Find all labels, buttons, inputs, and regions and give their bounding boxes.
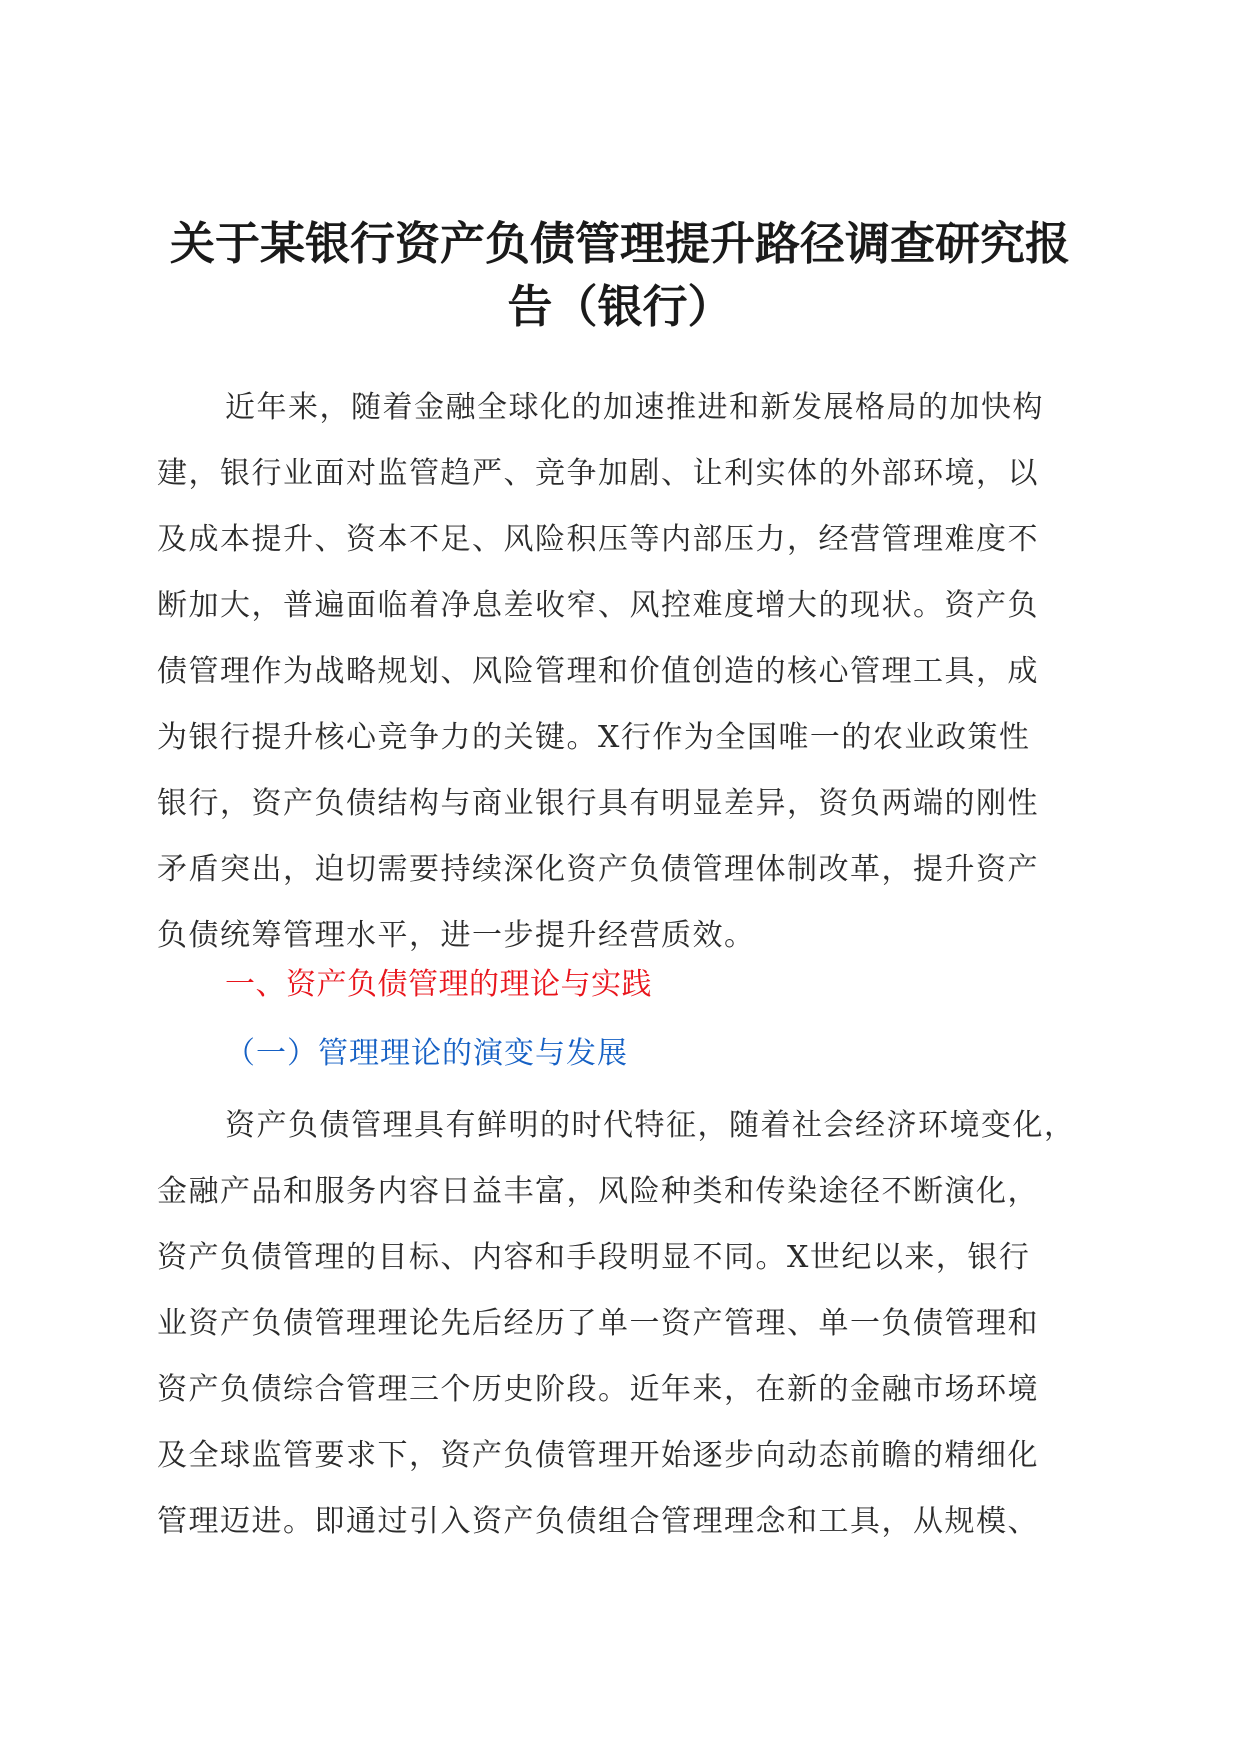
paragraph-line: 资产负债管理的目标、内容和手段明显不同。X世纪以来，银行 (157, 1240, 1031, 1275)
paragraph-line: 为银行提升核心竞争力的关键。X行作为全国唯一的农业政策性 (157, 720, 1031, 755)
paragraph-line: 断加大，普遍面临着净息差收窄、风控难度增大的现状。资产负 (157, 588, 1039, 623)
section-paragraph (157, 1093, 1097, 1555)
paragraph-line: 管理迈进。即通过引入资产负债组合管理理念和工具，从规模、 (157, 1504, 1039, 1539)
paragraph-line: 金融产品和服务内容日益丰富，风险种类和传染途径不断演化， (157, 1174, 1039, 1209)
document-title (150, 212, 1090, 338)
paragraph-line: 建，银行业面对监管趋严、竞争加剧、让利实体的外部环境，以 (157, 456, 1039, 491)
paragraph-line: 业资产负债管理理论先后经历了单一资产管理、单一负债管理和 (157, 1306, 1039, 1341)
subsection-heading: （一）管理理论的演变与发展 (225, 1036, 628, 1071)
intro-paragraph (157, 375, 1097, 969)
paragraph-line: 银行，资产负债结构与商业银行具有明显差异，资负两端的刚性 (157, 786, 1039, 821)
paragraph-line: 矛盾突出，迫切需要持续深化资产负债管理体制改革，提升资产 (157, 852, 1039, 887)
paragraph-line: 资产负债综合管理三个历史阶段。近年来，在新的金融市场环境 (157, 1372, 1039, 1407)
paragraph-line: 近年来，随着金融全球化的加速推进和新发展格局的加快构 (225, 390, 1044, 425)
paragraph-line: 资产负债管理具有鲜明的时代特征，随着社会经济环境变化， (225, 1108, 1076, 1143)
paragraph-line: 债管理作为战略规划、风险管理和价值创造的核心管理工具，成 (157, 654, 1039, 689)
paragraph-line: 及成本提升、资本不足、风险积压等内部压力，经营管理难度不 (157, 522, 1039, 557)
title-line-2: 告（银行） (507, 280, 733, 333)
section-heading: 一、资产负债管理的理论与实践 (225, 967, 652, 1002)
paragraph-line: 及全球监管要求下，资产负债管理开始逐步向动态前瞻的精细化 (157, 1438, 1039, 1473)
title-line-1: 关于某银行资产负债管理提升路径调查研究报 (169, 217, 1070, 270)
paragraph-line: 负债统筹管理水平，进一步提升经营质效。 (157, 918, 756, 953)
